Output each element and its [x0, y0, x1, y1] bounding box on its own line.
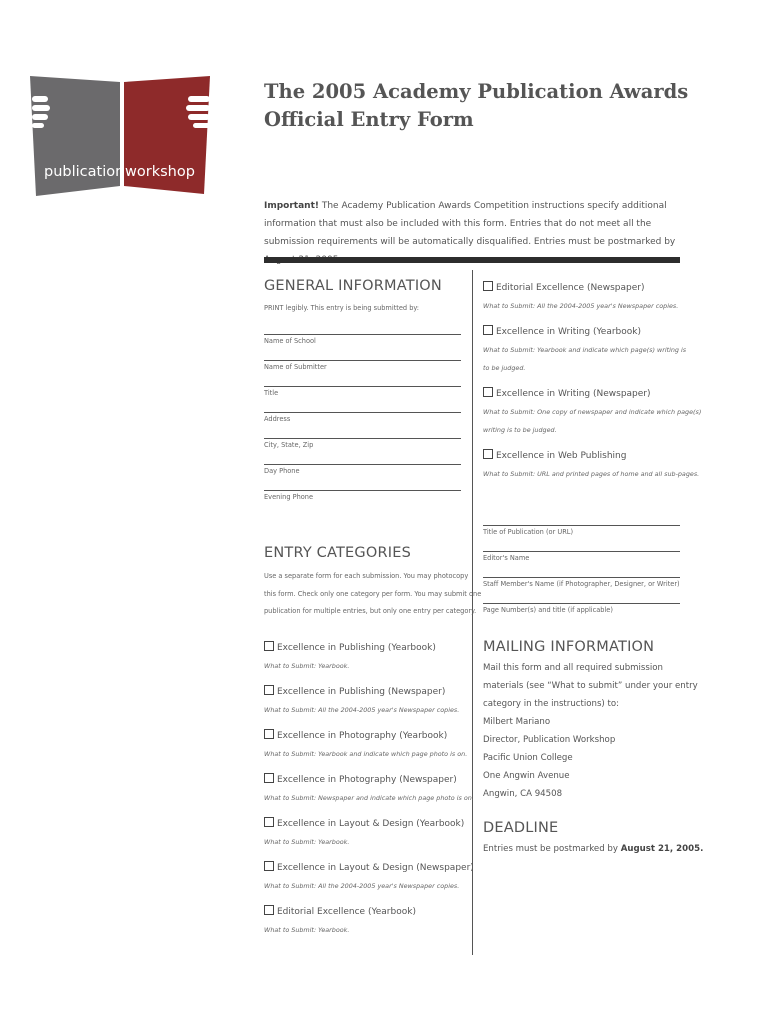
what-to-submit-cont: writing is to be judged.: [483, 426, 557, 434]
option-publishing-newspaper[interactable]: [264, 685, 445, 697]
field-label: Address: [264, 415, 291, 423]
option-editorial-newspaper[interactable]: [483, 281, 644, 293]
general-information-heading: GENERAL INFORMATION: [264, 278, 442, 294]
what-to-submit-cont: to be judged.: [483, 364, 526, 372]
deadline-heading: DEADLINE: [483, 820, 559, 836]
field-label: Day Phone: [264, 467, 300, 475]
option-web-publishing[interactable]: [483, 449, 626, 461]
checkbox[interactable]: [264, 773, 274, 783]
mailing-line: Director, Publication Workshop: [483, 735, 616, 745]
checkbox[interactable]: [483, 281, 493, 291]
field-label: Name of School: [264, 337, 316, 345]
field-label: Staff Member's Name (if Photographer, Designer, or Writer): [483, 580, 680, 588]
what-to-submit: What to Submit: URL and printed pages of home and all sub-pages.: [483, 470, 700, 478]
option-layout-yearbook[interactable]: [264, 817, 464, 829]
title-line-1: The 2005 Academy Publication Awards: [264, 80, 689, 103]
what-to-submit: What to Submit: All the 2004-2005 year's Newspaper copies.: [264, 706, 460, 714]
option-writing-newspaper[interactable]: [483, 387, 651, 399]
field-line-editor[interactable]: [483, 551, 680, 552]
option-label: Editorial Excellence (Newspaper): [496, 283, 645, 293]
option-label: Excellence in Writing (Yearbook): [496, 327, 642, 337]
entry-note: Use a separate form for each submission. You may photocopy: [264, 572, 469, 580]
what-to-submit: What to Submit: Yearbook.: [264, 662, 350, 670]
option-publishing-yearbook[interactable]: [264, 641, 436, 653]
entry-note: this form. Check only one category per form. You may submit one: [264, 590, 482, 598]
general-instruction: PRINT legibly. This entry is being submitted by:: [264, 304, 420, 312]
field-label: Page Number(s) and title (if applicable): [483, 606, 613, 614]
mailing-line: Milbert Mariano: [483, 717, 551, 727]
checkbox[interactable]: [264, 905, 274, 915]
checkbox[interactable]: [264, 641, 274, 651]
option-label: Excellence in Web Publishing: [496, 451, 627, 461]
title-line-2: Official Entry Form: [264, 108, 474, 131]
mailing-line: materials (see “What to submit” under your entry: [483, 681, 698, 691]
checkbox[interactable]: [264, 861, 274, 871]
entry-categories-heading: ENTRY CATEGORIES: [264, 545, 411, 561]
checkbox[interactable]: [483, 387, 493, 397]
field-label: Name of Submitter: [264, 363, 327, 371]
form-title: [264, 78, 688, 134]
option-label: Excellence in Writing (Newspaper): [496, 389, 651, 399]
checkbox[interactable]: [264, 685, 274, 695]
field-line-school[interactable]: [264, 334, 461, 335]
what-to-submit: What to Submit: Newspaper and indicate which page photo is on.: [264, 794, 474, 802]
mailing-line: Pacific Union College: [483, 753, 573, 763]
deadline-lead: Entries must be postmarked by: [483, 844, 621, 854]
option-photography-yearbook[interactable]: [264, 729, 447, 741]
field-line-city[interactable]: [264, 438, 461, 439]
field-line-page-numbers[interactable]: [483, 603, 680, 604]
option-label: Excellence in Photography (Yearbook): [277, 731, 448, 741]
deadline-text: [483, 840, 703, 858]
what-to-submit: What to Submit: Yearbook.: [264, 838, 350, 846]
what-to-submit: What to Submit: All the 2004-2005 year's Newspaper copies.: [483, 302, 679, 310]
option-writing-yearbook[interactable]: [483, 325, 641, 337]
mailing-information-heading: MAILING INFORMATION: [483, 639, 655, 655]
mailing-line: category in the instructions) to:: [483, 699, 620, 709]
option-editorial-yearbook[interactable]: [264, 905, 416, 917]
mailing-line: Angwin, CA 94508: [483, 789, 563, 799]
checkbox[interactable]: [264, 817, 274, 827]
publication-workshop-logo: [30, 76, 215, 198]
option-label: Excellence in Publishing (Newspaper): [277, 687, 446, 697]
what-to-submit: What to Submit: Yearbook and indicate which page photo is on.: [264, 750, 468, 758]
mailing-line: One Angwin Avenue: [483, 771, 570, 781]
field-line-title[interactable]: [264, 386, 461, 387]
important-label: Important!: [264, 201, 319, 211]
heavy-rule: [264, 257, 680, 263]
field-label: City, State, Zip: [264, 441, 314, 449]
field-line-evening-phone[interactable]: [264, 490, 461, 491]
field-label: Evening Phone: [264, 493, 314, 501]
option-label: Excellence in Publishing (Yearbook): [277, 643, 436, 653]
option-layout-newspaper[interactable]: [264, 861, 474, 873]
logo-word-workshop: workshop: [125, 164, 195, 180]
what-to-submit: What to Submit: Yearbook.: [264, 926, 350, 934]
field-line-address[interactable]: [264, 412, 461, 413]
field-line-submitter[interactable]: [264, 360, 461, 361]
intro-text: The Academy Publication Awards Competition instructions specify additional information that must also be included with this form. Entries that do not meet all the submission requirements will be automatically disqualified. Entries must be postmarked by: [264, 201, 676, 247]
what-to-submit: What to Submit: All the 2004-2005 year's Newspaper copies.: [264, 882, 460, 890]
field-label: Title of Publication (or URL): [483, 528, 574, 536]
field-label: Title: [264, 389, 279, 397]
option-label: Excellence in Layout & Design (Yearbook): [277, 819, 465, 829]
deadline-date: August 21, 2005.: [620, 844, 704, 854]
option-label: Editorial Excellence (Yearbook): [277, 907, 416, 917]
field-line-staff-member[interactable]: [483, 577, 680, 578]
field-line-day-phone[interactable]: [264, 464, 461, 465]
field-line-publication-title[interactable]: [483, 525, 680, 526]
option-label: Excellence in Photography (Newspaper): [277, 775, 457, 785]
option-photography-newspaper[interactable]: [264, 773, 457, 785]
what-to-submit: What to Submit: Yearbook and indicate which page(s) writing is: [483, 346, 687, 354]
option-label: Excellence in Layout & Design (Newspaper): [277, 863, 474, 873]
logo-word-publication: publication: [44, 164, 125, 180]
field-label: Editor's Name: [483, 554, 530, 562]
mailing-line: Mail this form and all required submission: [483, 663, 663, 673]
entry-note: publication for multiple entries, but only one entry per category.: [264, 607, 477, 615]
checkbox[interactable]: [483, 325, 493, 335]
checkbox[interactable]: [264, 729, 274, 739]
checkbox[interactable]: [483, 449, 493, 459]
what-to-submit: What to Submit: One copy of newspaper and indicate which page(s): [483, 408, 702, 416]
